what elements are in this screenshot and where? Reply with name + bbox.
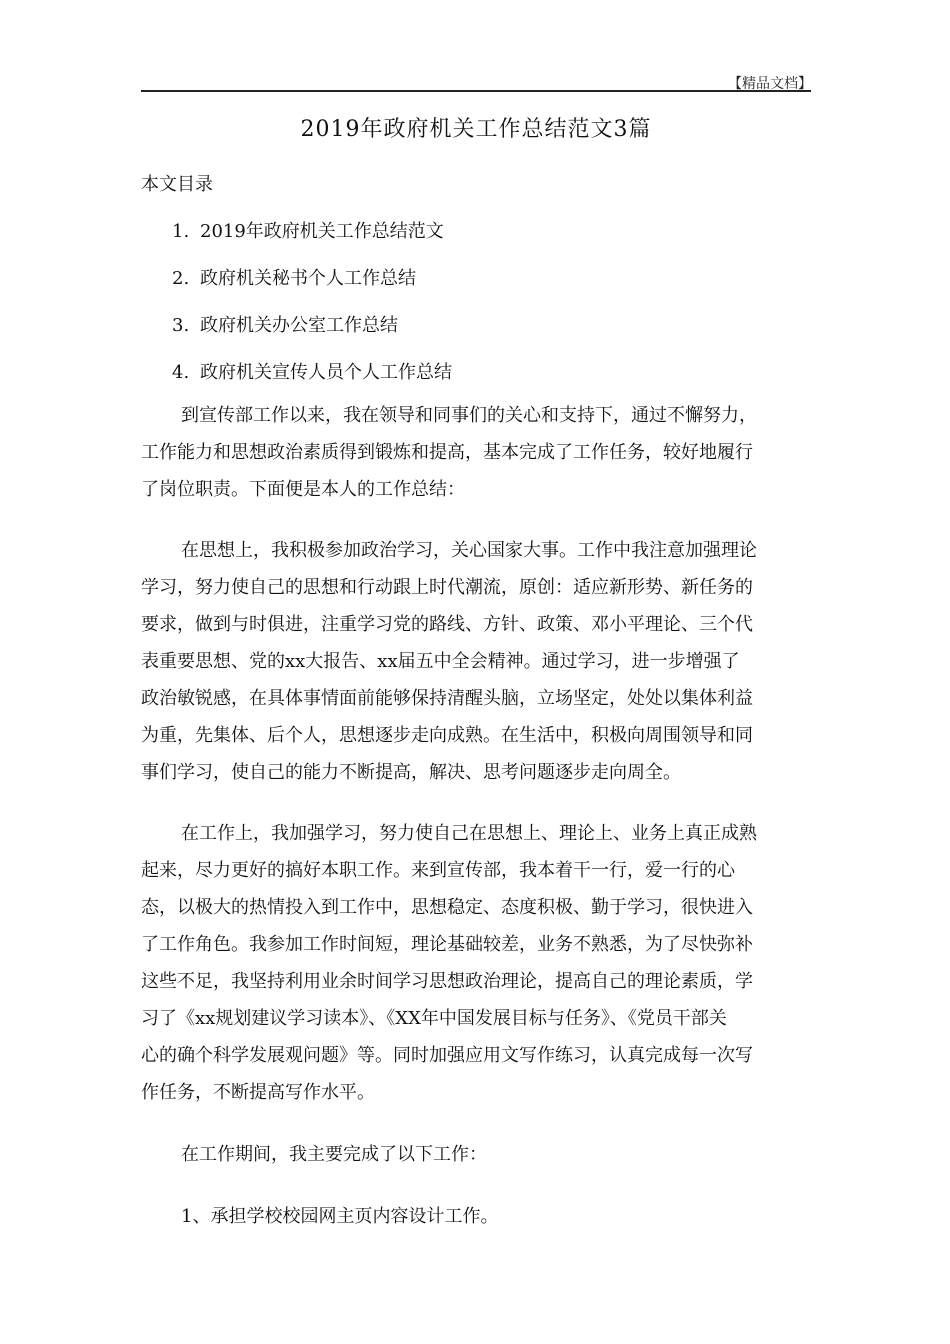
body-paragraph bbox=[141, 1198, 811, 1235]
paragraph-line: 心的确个科学发展观问题》等。同时加强应用文写作练习，认真完成每一次写 bbox=[141, 1045, 753, 1066]
paragraph-line: 作任务，不断提高写作水平。 bbox=[141, 1082, 375, 1103]
toc-item[interactable] bbox=[172, 264, 416, 290]
paragraph-line: 了工作角色。我参加工作时间短，理论基础较差，业务不熟悉，为了尽快弥补 bbox=[141, 934, 753, 955]
paragraph-line: 了岗位职责。下面便是本人的工作总结： bbox=[141, 479, 465, 500]
toc-item-text: 政府机关办公室工作总结 bbox=[200, 315, 398, 336]
toc-item[interactable] bbox=[172, 358, 452, 384]
paragraph-line: 在工作上，我加强学习，努力使自己在思想上、理论上、业务上真正成熟 bbox=[181, 823, 757, 844]
toc-item-number: 2. bbox=[172, 268, 190, 289]
body-paragraph bbox=[141, 532, 811, 791]
paragraph-line: 工作能力和思想政治素质得到锻炼和提高，基本完成了工作任务，较好地履行 bbox=[141, 442, 753, 463]
body-paragraph bbox=[141, 815, 811, 1111]
toc-item[interactable] bbox=[172, 217, 444, 243]
paragraph-line: 表重要思想、党的xx大报告、xx届五中全会精神。通过学习，进一步增强了 bbox=[141, 651, 740, 672]
body-paragraph bbox=[141, 1136, 811, 1173]
toc-item-number: 4. bbox=[172, 362, 190, 383]
paragraph-line: 为重，先集体、后个人，思想逐步走向成熟。在生活中，积极向周围领导和同 bbox=[141, 725, 753, 746]
paragraph-line: 态，以极大的热情投入到工作中，思想稳定、态度积极、勤于学习，很快进入 bbox=[141, 897, 753, 918]
paragraph-line: 到宣传部工作以来，我在领导和同事们的关心和支持下，通过不懈努力， bbox=[181, 405, 757, 426]
paragraph-line: 1、承担学校校园网主页内容设计工作。 bbox=[181, 1206, 499, 1227]
paragraph-line: 在思想上，我积极参加政治学习，关心国家大事。工作中我注意加强理论 bbox=[181, 540, 757, 561]
toc-item-number: 3. bbox=[172, 315, 190, 336]
toc-item-text: 2019年政府机关工作总结范文 bbox=[200, 221, 444, 242]
toc-item-text: 政府机关宣传人员个人工作总结 bbox=[200, 362, 452, 383]
toc-item-number: 1. bbox=[172, 221, 190, 242]
paragraph-line: 在工作期间，我主要完成了以下工作： bbox=[181, 1144, 487, 1165]
header-tag: 【精品文档】 bbox=[728, 76, 812, 92]
paragraph-line: 政治敏锐感，在具体事情面前能够保持清醒头脑，立场坚定，处处以集体利益 bbox=[141, 688, 753, 709]
paragraph-line: 起来，尽力更好的搞好本职工作。来到宣传部，我本着干一行，爱一行的心 bbox=[141, 860, 735, 881]
document-title: 2019年政府机关工作总结范文3篇 bbox=[300, 117, 652, 142]
paragraph-line: 事们学习，使自己的能力不断提高，解决、思考问题逐步走向周全。 bbox=[141, 762, 681, 783]
header-divider bbox=[141, 90, 811, 92]
toc-heading: 本文目录 bbox=[141, 174, 213, 195]
toc-item[interactable] bbox=[172, 311, 398, 337]
toc-item-text: 政府机关秘书个人工作总结 bbox=[200, 268, 416, 289]
paragraph-line: 这些不足，我坚持利用业余时间学习思想政治理论，提高自己的理论素质，学 bbox=[141, 971, 753, 992]
paragraph-line: 学习，努力使自己的思想和行动跟上时代潮流，原创：适应新形势、新任务的 bbox=[141, 577, 753, 598]
paragraph-line: 习了《xx规划建议学习读本》、《XX年中国发展目标与任务》、《党员干部关 bbox=[141, 1008, 727, 1029]
paragraph-line: 要求，做到与时俱进，注重学习党的路线、方针、政策、邓小平理论、三个代 bbox=[141, 614, 753, 635]
body-paragraph bbox=[141, 397, 811, 508]
